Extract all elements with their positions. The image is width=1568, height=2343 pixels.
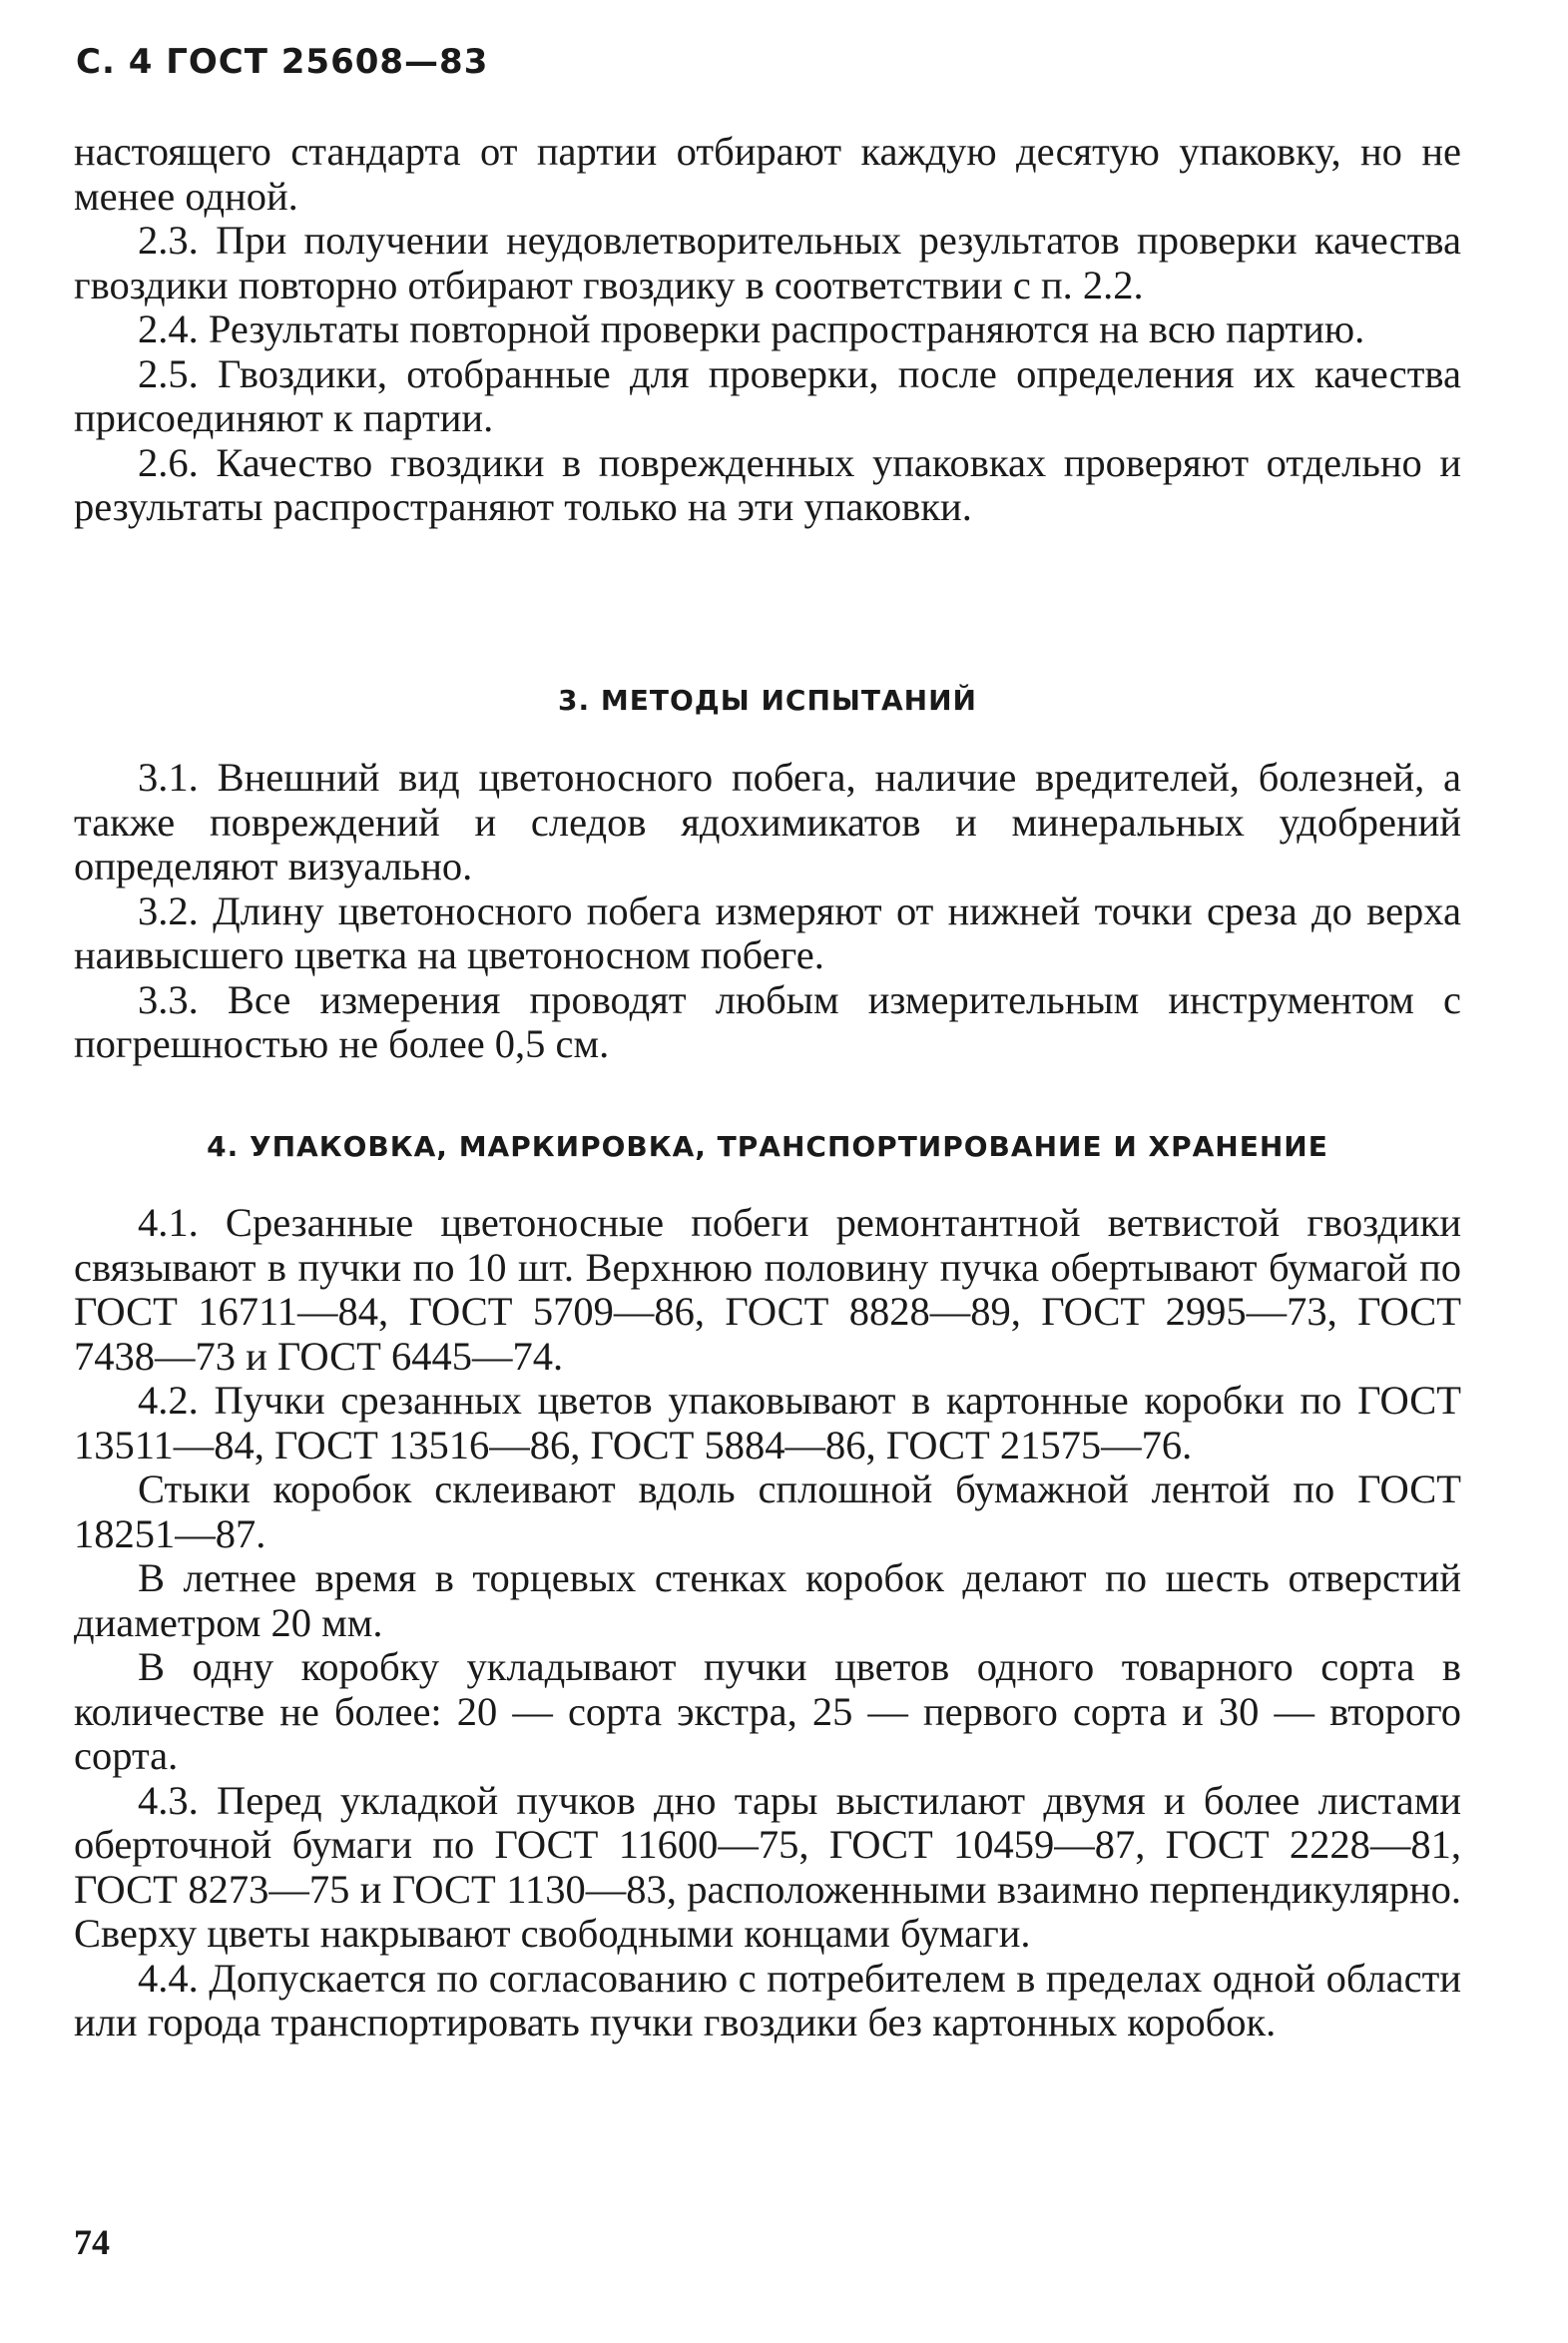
paragraph-3-3: 3.3. Все измерения проводят любым измерительным инструментом с погрешностью не более 0,5 см. (74, 976, 1461, 1066)
paragraph-3-2: 3.2. Длину цветоносного побега измеряют от нижней точки среза до верха наивысшего цветка на цветоносном побеге. (74, 887, 1461, 977)
paragraph-2-4: 2.4. Результаты повторной проверки распространяются на всю партию. (138, 306, 1365, 351)
paragraph-3-1: 3.1. Внешний вид цветоносного побега, наличие вредителей, болезней, а также повреждений и следов ядохимикатов и минеральных удобрений определяют визуально. (74, 755, 1461, 888)
text-block-section-2 (74, 130, 1461, 530)
paragraph-continuation: настоящего стандарта от партии отбирают каждую десятую упаковку, но не менее одной. (74, 129, 1461, 219)
paragraph-4-2-joints: Стыки коробок склеивают вдоль сплошной бумажной лентой по ГОСТ 18251—87. (74, 1466, 1461, 1556)
section-3-heading: 3. МЕТОДЫ ИСПЫТАНИЙ (558, 684, 977, 717)
paragraph-4-2: 4.2. Пучки срезанных цветов упаковывают в картонные коробки по ГОСТ 13511—84, ГОСТ 13516—86, ГОСТ 5884—86, ГОСТ 21575—76. (74, 1378, 1461, 1467)
paragraph-2-3: 2.3. При получении неудовлетворительных результатов проверки качества гвоздики повторно отбирают гвоздику в соответствии с п. 2.2. (74, 218, 1461, 307)
paragraph-4-4: 4.4. Допускается по согласованию с потребителем в пределах одной области или города транспортировать пучки гвоздики без картонных коробок. (74, 1955, 1461, 2045)
text-block-section-3 (74, 756, 1461, 1067)
paragraph-4-2-grades: В одну коробку укладывают пучки цветов одного товарного сорта в количестве не более: 20 — сорта экстра, 25 — первого сорта и 30 — второго сорта. (74, 1644, 1461, 1778)
page-header: С. 4 ГОСТ 25608—83 (76, 42, 489, 82)
text-block-section-4 (74, 1201, 1461, 2046)
paragraph-4-2-holes: В летнее время в торцевых стенках коробок делают по шесть отверстий диаметром 20 мм. (74, 1555, 1461, 1645)
paragraph-2-6: 2.6. Качество гвоздики в поврежденных упаковках проверяют отдельно и результаты распространяют только на эти упаковки. (74, 439, 1461, 529)
section-4-heading: 4. УПАКОВКА, МАРКИРОВКА, ТРАНСПОРТИРОВАНИЕ И ХРАНЕНИЕ (207, 1130, 1328, 1163)
paragraph-4-3: 4.3. Перед укладкой пучков дно тары выстилают двумя и более листами оберточной бумаги по ГОСТ 11600—75, ГОСТ 10459—87, ГОСТ 2228—81, ГОСТ 8273—75 и ГОСТ 1130—83, расположенными взаимно перпендикулярно. Сверху цветы накрывают свободными концами бумаги. (74, 1777, 1461, 1956)
paragraph-2-5: 2.5. Гвоздики, отобранные для проверки, после определения их качества присоединяют к партии. (74, 350, 1461, 440)
paragraph-4-1: 4.1. Срезанные цветоносные побеги ремонтантной ветвистой гвоздики связывают в пучки по 10 шт. Верхнюю половину пучка обертывают бумагой по ГОСТ 16711—84, ГОСТ 5709—86, ГОСТ 8828—89, ГОСТ 2995—73, ГОСТ 7438—73 и ГОСТ 6445—74. (74, 1200, 1461, 1379)
page-number: 74 (74, 2222, 110, 2262)
